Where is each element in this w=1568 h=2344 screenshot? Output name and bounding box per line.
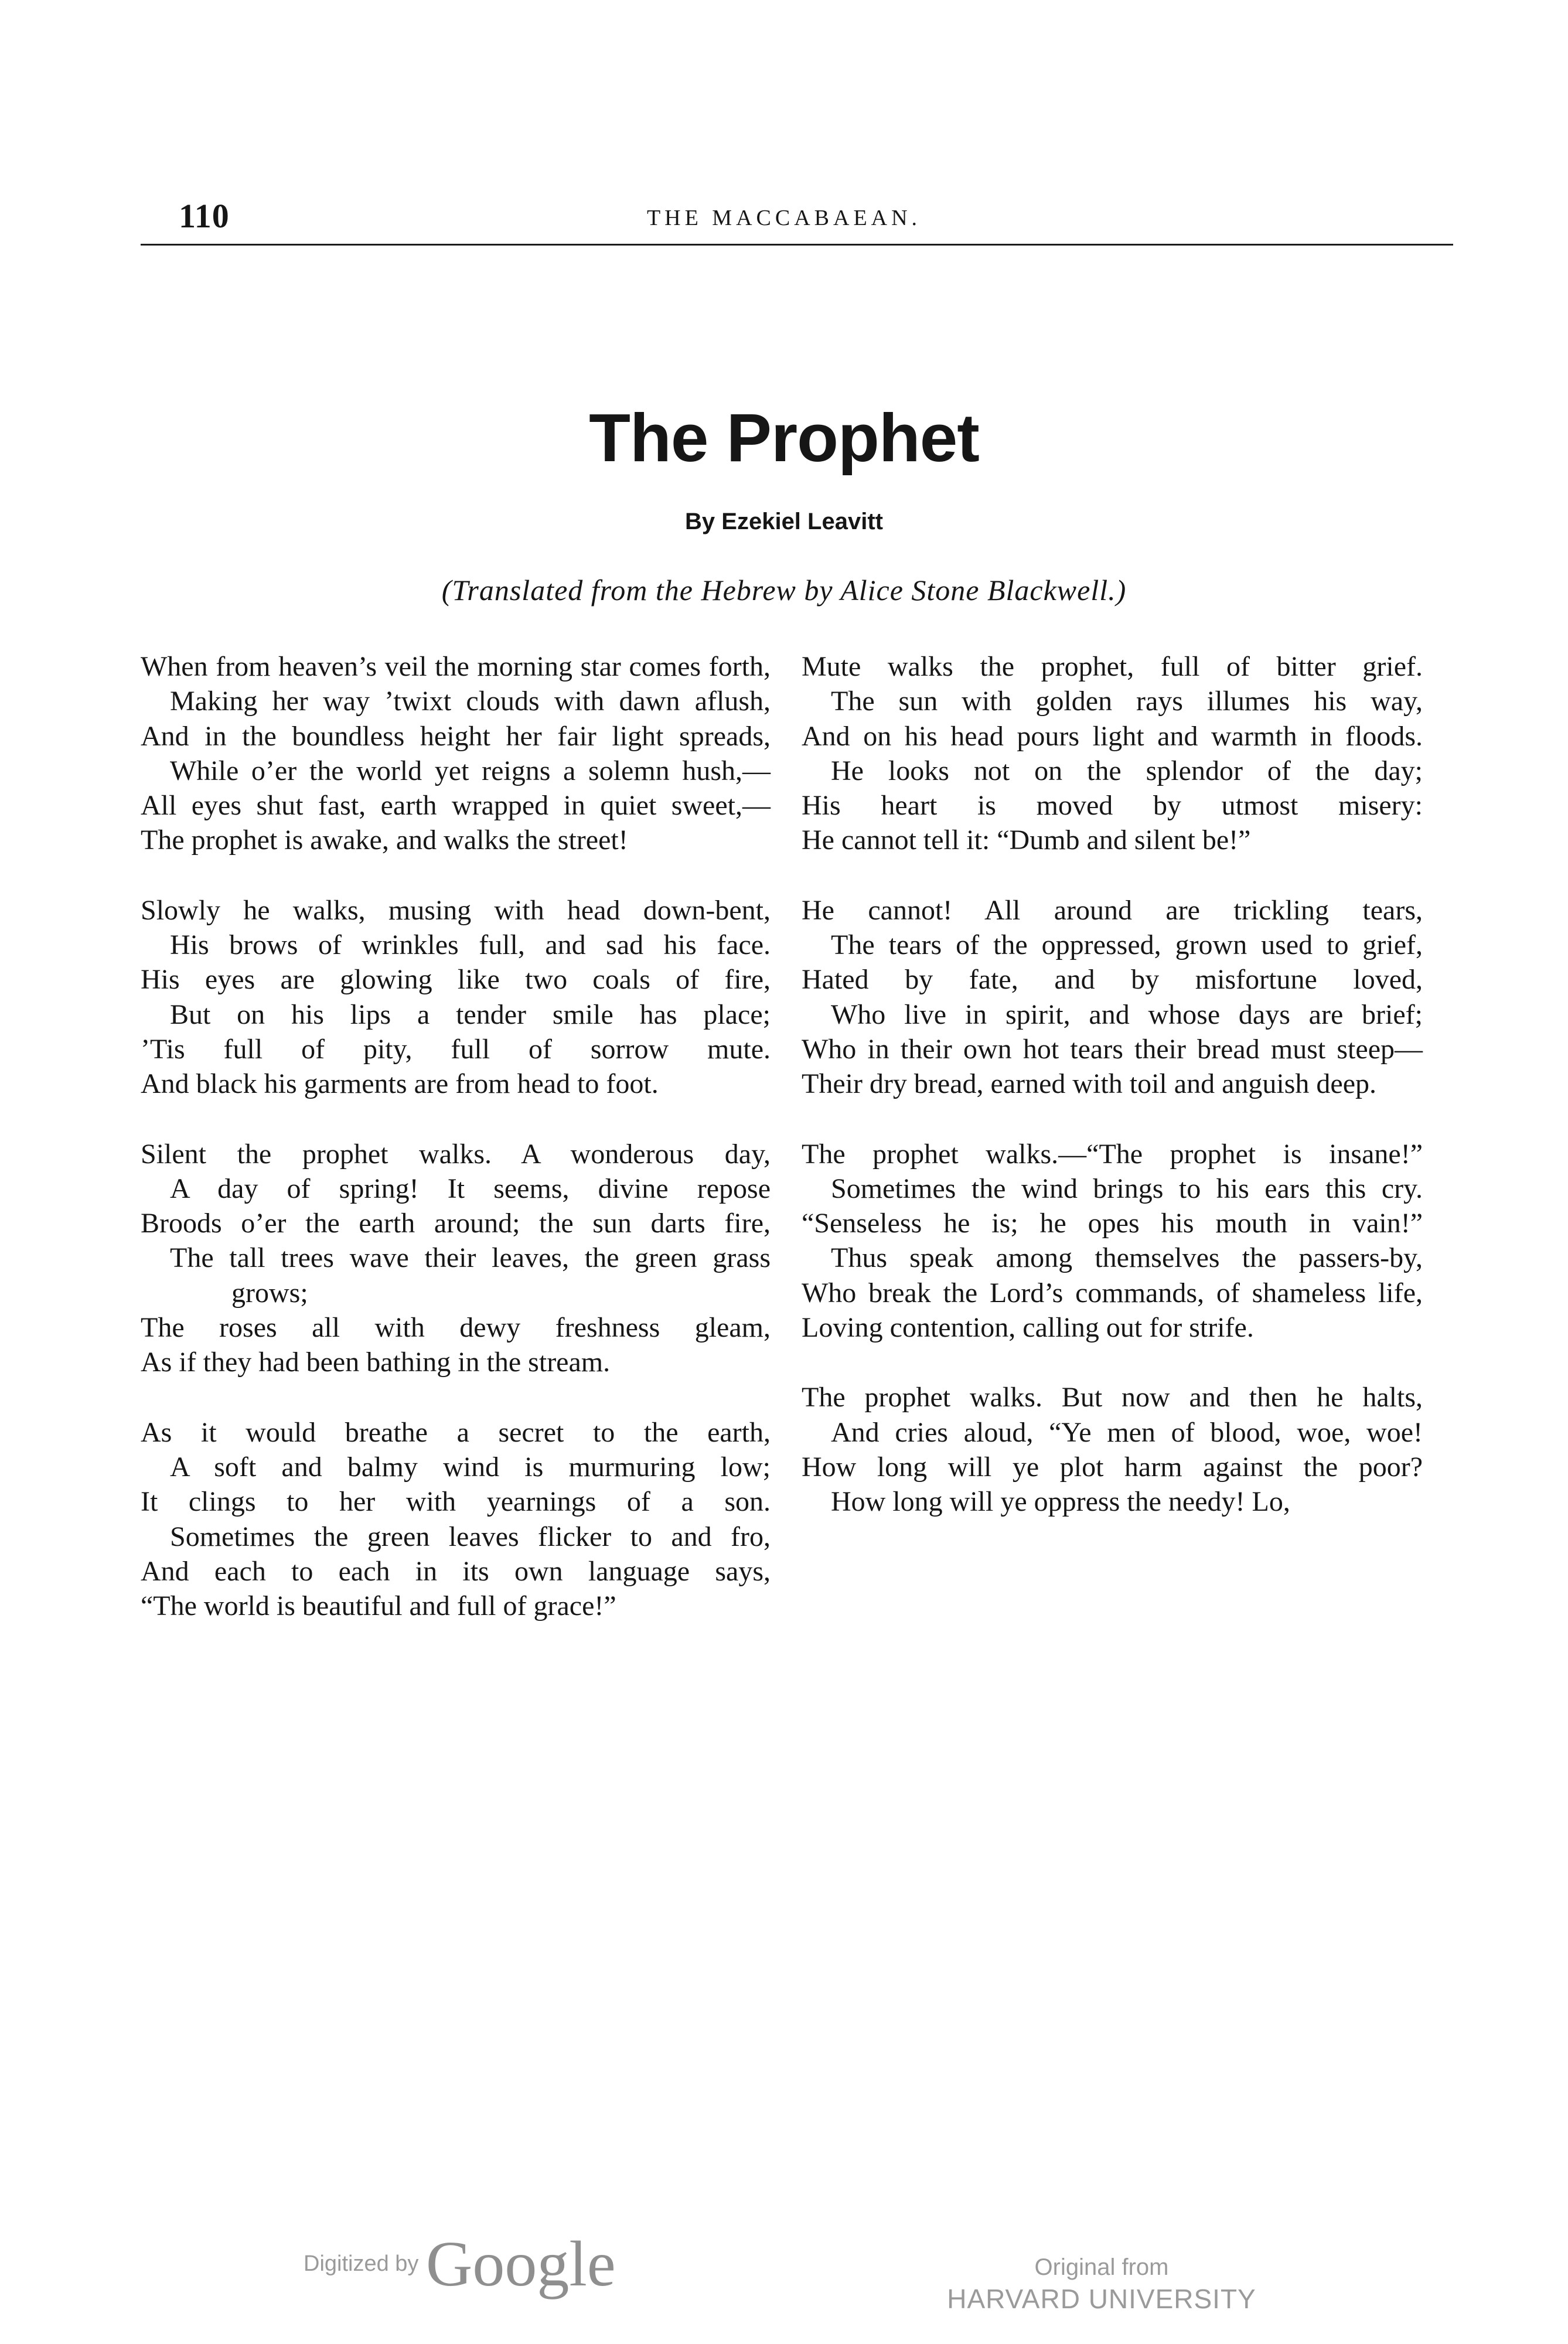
poem-line: And on his head pours light and warmth in floods. — [802, 720, 1423, 752]
poem-line: Making her way ’twixt clouds with dawn aflush, — [170, 686, 771, 717]
header-rule — [141, 244, 1453, 246]
poem-line: Who live in spirit, and whose days are brief; — [831, 999, 1423, 1030]
poem-line: Silent the prophet walks. A wonderous day, — [141, 1138, 771, 1170]
poem-line: Their dry bread, earned with toil and anguish deep. — [802, 1068, 1376, 1100]
poem-line: He looks not on the splendor of the day; — [831, 755, 1423, 786]
poem-line: He cannot! All around are trickling tears, — [802, 894, 1423, 926]
poem-line: His brows of wrinkles full, and sad his face. — [170, 929, 771, 961]
poem-line: But on his lips a tender smile has place; — [170, 999, 771, 1030]
poem-line: Mute walks the prophet, full of bitter grief. — [802, 651, 1423, 682]
poem-line: As if they had been bathing in the stream. — [141, 1347, 611, 1378]
poem-line: As it would breathe a secret to the earth, — [141, 1416, 771, 1448]
article-title: The Prophet — [589, 400, 979, 476]
poem-line: ’Tis full of pity, full of sorrow mute. — [141, 1033, 771, 1065]
poem-line: Hated by fate, and by misfortune loved, — [802, 964, 1423, 996]
poem-stanza — [802, 1380, 1423, 1519]
poem-line: And each to each in its own language says, — [141, 1555, 771, 1587]
poem-line: And black his garments are from head to foot. — [141, 1068, 659, 1100]
poem-line: Slowly he walks, musing with head down-bent, — [141, 894, 771, 926]
poem-line: And cries aloud, “Ye men of blood, woe, woe! — [831, 1416, 1423, 1448]
poem-line: How long will ye oppress the needy! Lo, — [831, 1486, 1290, 1518]
poem-line: He cannot tell it: “Dumb and silent be!” — [802, 825, 1251, 856]
poem-line: “The world is beautiful and full of grace!” — [141, 1590, 616, 1622]
poem-line: While o’er the world yet reigns a solemn hush,— — [170, 755, 771, 786]
poem-line: His eyes are glowing like two coals of fire, — [141, 964, 771, 996]
article-byline: By Ezekiel Leavitt — [685, 509, 883, 534]
poem-line: “Senseless he is; he opes his mouth in vain!” — [802, 1208, 1423, 1239]
poem-line: The sun with golden rays illumes his way, — [831, 686, 1423, 717]
poem-line: Who break the Lord’s commands, of shameless life, — [802, 1277, 1423, 1309]
poem-stanza — [802, 649, 1423, 858]
poem-line: The prophet is awake, and walks the street! — [141, 825, 628, 856]
poem-line: The roses all with dewy freshness gleam, — [141, 1312, 771, 1344]
poem-line: Broods o’er the earth around; the sun darts fire, — [141, 1208, 771, 1239]
poem-line: The prophet walks.—“The prophet is insane!” — [802, 1138, 1423, 1170]
poem-line: The prophet walks. But now and then he halts, — [802, 1382, 1423, 1413]
original-from-label: Original from — [1034, 2254, 1169, 2280]
poem-stanza — [141, 893, 771, 1102]
digitized-by-stamp — [304, 2227, 616, 2301]
poem-line: When from heaven’s veil the morning star comes forth, — [141, 651, 771, 682]
poem-line: The tall trees wave their leaves, the green grass grows; — [170, 1242, 771, 1309]
institution-label: HARVARD UNIVERSITY — [947, 2284, 1256, 2314]
translation-note: (Translated from the Hebrew by Alice Stone Blackwell.) — [441, 574, 1127, 607]
poem-stanza — [802, 893, 1423, 1102]
poem-column-left — [141, 649, 771, 1658]
poem-line: It clings to her with yearnings of a son. — [141, 1486, 771, 1518]
digitized-by-label: Digitized by — [304, 2251, 419, 2276]
poem-line: How long will ye plot harm against the poor? — [802, 1451, 1423, 1483]
running-head: THE MACCABAEAN. — [646, 206, 922, 230]
page-number: 110 — [179, 197, 230, 235]
poem-line: Sometimes the green leaves flicker to and fro, — [170, 1521, 771, 1552]
poem-stanza — [141, 1415, 771, 1624]
poem-line: The tears of the oppressed, grown used to grief, — [831, 929, 1423, 961]
poem-line: Loving contention, calling out for strife. — [802, 1312, 1254, 1344]
poem-line: Sometimes the wind brings to his ears this cry. — [831, 1173, 1423, 1204]
google-logo: Google — [425, 2228, 616, 2299]
poem-stanza — [141, 649, 771, 858]
poem-line: Who in their own hot tears their bread must steep— — [802, 1033, 1423, 1065]
provenance-stamp — [914, 2251, 1289, 2315]
poem-stanza — [802, 1137, 1423, 1345]
poem-column-right — [802, 649, 1423, 1555]
poem-line: Thus speak among themselves the passers-by, — [831, 1242, 1423, 1274]
poem-line: A day of spring! It seems, divine repose — [170, 1173, 771, 1204]
poem-stanza — [141, 1137, 771, 1380]
poem-line: A soft and balmy wind is murmuring low; — [170, 1451, 771, 1483]
poem-line: And in the boundless height her fair light spreads, — [141, 720, 771, 752]
poem-line: His heart is moved by utmost misery: — [802, 790, 1423, 822]
poem-line: All eyes shut fast, earth wrapped in quiet sweet,— — [141, 790, 771, 822]
